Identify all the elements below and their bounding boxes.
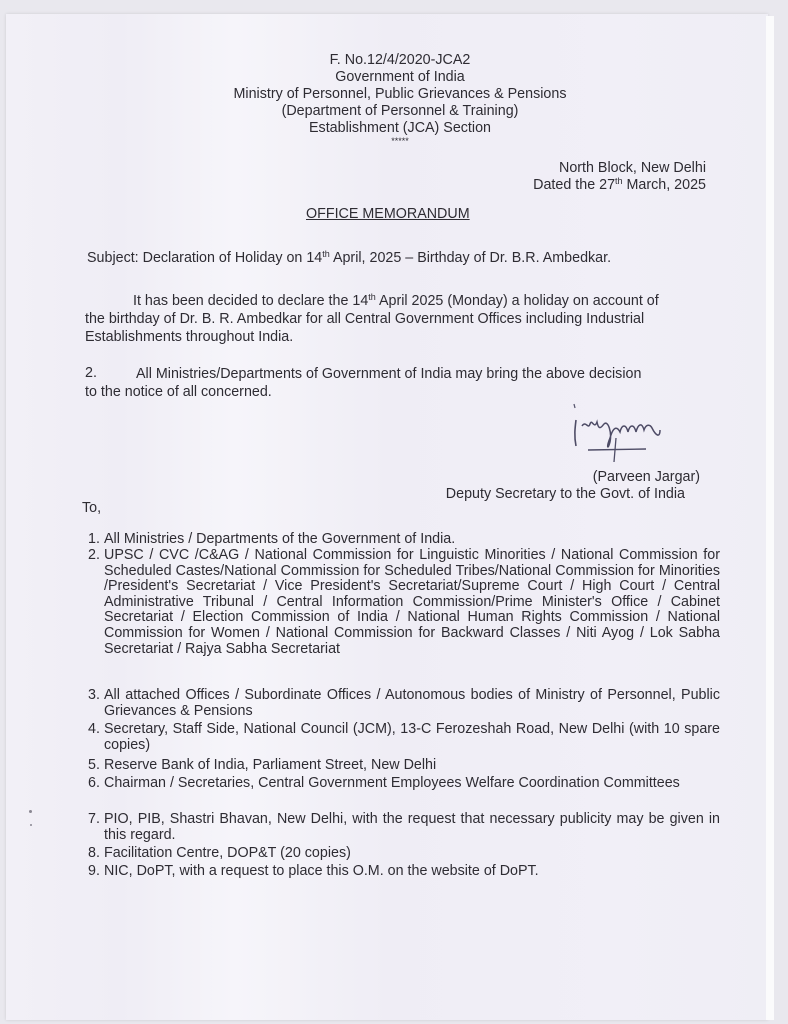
recipient-number: 8. bbox=[88, 845, 100, 861]
recipient-number: 3. bbox=[88, 687, 100, 703]
date-line bbox=[533, 177, 706, 193]
para1-line1 bbox=[133, 293, 659, 309]
recipient-text: All attached Offices / Subordinate Offices / Autonomous bodies of Ministry of Personnel, Public Grievances & Pensions bbox=[104, 687, 720, 719]
recipient-text: All Ministries / Departments of the Government of India. bbox=[104, 531, 456, 547]
date-sup: th bbox=[615, 176, 623, 186]
recipient-number: 5. bbox=[88, 757, 100, 773]
para2-number: 2. bbox=[85, 365, 97, 381]
date-suffix: March, 2025 bbox=[622, 177, 706, 193]
recipient-number: 2. bbox=[88, 547, 100, 563]
recipient-item bbox=[88, 864, 720, 880]
recipient-number: 1. bbox=[88, 531, 100, 547]
recipient-text: Chairman / Secretaries, Central Government Employees Welfare Coordination Committees bbox=[104, 775, 680, 791]
separator-stars: ***** bbox=[391, 136, 409, 146]
para1-line2: the birthday of Dr. B. R. Ambedkar for all Central Government Offices including Industrial bbox=[85, 311, 645, 327]
date-prefix: Dated the 27 bbox=[533, 177, 616, 193]
recipient-number: 4. bbox=[88, 721, 100, 737]
recipient-number: 6. bbox=[88, 775, 100, 791]
file-number: F. No.12/4/2020-JCA2 bbox=[329, 52, 471, 68]
signatory-name: (Parveen Jargar) bbox=[592, 469, 700, 485]
location: North Block, New Delhi bbox=[559, 160, 706, 176]
recipient-item bbox=[88, 688, 720, 719]
para2-line1: All Ministries/Departments of Government of India may bring the above decision bbox=[136, 366, 642, 382]
subject-sup: th bbox=[322, 249, 330, 259]
para2-line2: to the notice of all concerned. bbox=[85, 384, 272, 400]
ministry-name: Ministry of Personnel, Public Grievances & Pensions bbox=[233, 86, 567, 102]
signatory-designation: Deputy Secretary to the Govt. of India bbox=[445, 486, 685, 502]
to-label: To, bbox=[82, 500, 102, 516]
recipient-text: UPSC / CVC /C&AG / National Commission for Linguistic Minorities / National Commission for Scheduled Castes/National Commission for Scheduled Tribes/National Commission for Minorities /President's Secretariat / Vice President's Secretariat/Supreme Court / High Court / Central Administrative Tribunal / Central Information Commission/Prime Minister's Office / Cabinet Secretariat / Election Commission of India / National Human Rights Commission / National Commission for Women / National Commission for Backward Classes / Niti Ayog / Lok Sabha Secretariat / Rajya Sabha Secretariat bbox=[104, 547, 720, 657]
memo-title: OFFICE MEMORANDUM bbox=[306, 206, 470, 222]
recipient-text: NIC, DoPT, with a request to place this O.M. on the website of DoPT. bbox=[104, 863, 539, 879]
recipient-item bbox=[88, 532, 720, 548]
recipient-number: 9. bbox=[88, 863, 100, 879]
recipient-number: 7. bbox=[88, 811, 100, 827]
signature-icon bbox=[568, 402, 688, 464]
subject-prefix: Subject: Declaration of Holiday on 14 bbox=[87, 250, 323, 266]
subject-line bbox=[87, 250, 611, 266]
para1-line3: Establishments throughout India. bbox=[85, 329, 294, 345]
recipient-text: PIO, PIB, Shastri Bhavan, New Delhi, with the request that necessary publicity may be given in this regard. bbox=[104, 811, 720, 843]
recipient-item bbox=[88, 846, 720, 862]
subject-suffix: April, 2025 – Birthday of Dr. B.R. Ambedkar. bbox=[329, 250, 612, 266]
para1-line1-suffix: April 2025 (Monday) a holiday on account of bbox=[375, 293, 659, 309]
recipient-item bbox=[88, 812, 720, 843]
recipient-text: Facilitation Centre, DOP&T (20 copies) bbox=[104, 845, 351, 861]
recipient-text: Secretary, Staff Side, National Council (JCM), 13-C Ferozeshah Road, New Delhi (with 10 spare copies) bbox=[104, 721, 720, 753]
para1-prefix: It has been decided to declare the 14 bbox=[133, 293, 369, 309]
para1-sup: th bbox=[368, 292, 376, 302]
recipient-text: Reserve Bank of India, Parliament Street, New Delhi bbox=[104, 757, 437, 773]
department-name: (Department of Personnel & Training) bbox=[281, 103, 519, 119]
recipient-item bbox=[88, 776, 720, 792]
page-edge bbox=[766, 16, 774, 1020]
government-name: Government of India bbox=[335, 69, 465, 85]
recipient-item bbox=[88, 758, 720, 774]
punch-mark bbox=[28, 808, 34, 838]
section-name: Establishment (JCA) Section bbox=[309, 120, 491, 136]
recipient-item bbox=[88, 548, 720, 657]
recipient-item bbox=[88, 722, 720, 753]
